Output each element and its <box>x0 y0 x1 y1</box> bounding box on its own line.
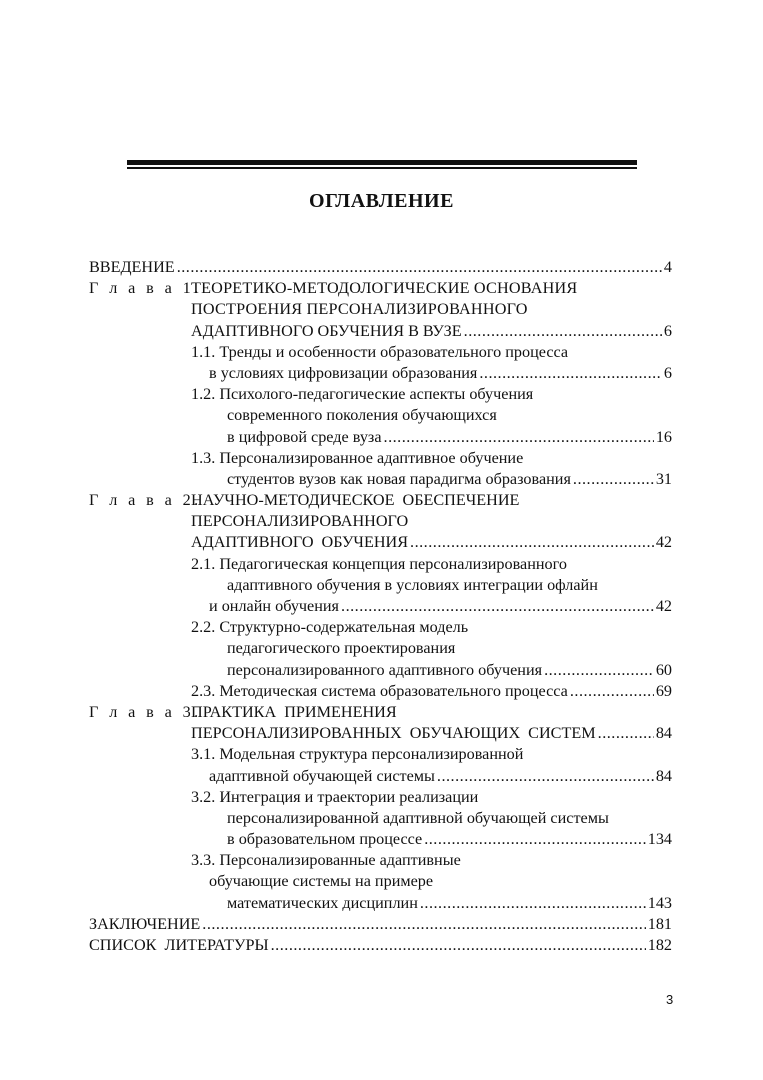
toc-page-number: 42 <box>655 597 672 615</box>
chapter-label: Г л а в а 2. <box>89 491 202 510</box>
section-title-line: адаптивной обучающей системы <box>209 766 435 785</box>
section-title-line: 3.1. Модельная структура персонализированной <box>191 745 524 764</box>
toc-entry-chapter-1[interactable] <box>89 321 672 342</box>
section-title-line: 3.3. Персонализированные адаптивные <box>191 851 461 870</box>
chapter-label: Г л а в а 1. <box>89 279 202 298</box>
section-title-line: 1.3. Персонализированное адаптивное обучение <box>191 448 524 467</box>
toc-entry-section-1-1[interactable] <box>89 363 672 384</box>
toc-entry-section-1-2[interactable] <box>89 427 672 448</box>
section-title-line: студентов вузов как новая парадигма образования <box>227 469 571 488</box>
toc-page-number: 4 <box>663 258 672 276</box>
toc-entry-section-3-2[interactable] <box>89 829 672 850</box>
header-rule-thick <box>127 160 637 165</box>
dot-leader <box>202 914 645 935</box>
toc-entry-conclusion[interactable] <box>89 914 672 935</box>
toc-entry-chapter-2[interactable] <box>89 532 672 553</box>
section-title-line: 2.2. Структурно-содержательная модель <box>191 618 469 637</box>
section-title-line: в условиях цифровизации образования <box>209 363 478 382</box>
dot-leader <box>570 681 654 702</box>
toc-entry-section-3-1[interactable] <box>89 766 672 787</box>
toc-page-number: 84 <box>655 724 672 743</box>
section-title-line: и онлайн обучения <box>209 597 340 615</box>
toc-entry-text: СПИСОК ЛИТЕРАТУРЫ <box>89 936 269 954</box>
toc-page-number: 134 <box>647 830 672 849</box>
toc-entry-section-3-3[interactable] <box>89 893 672 914</box>
chapter-title-line: ПЕРСОНАЛИЗИРОВАННЫХ ОБУЧАЮЩИХ СИСТЕМ <box>191 724 596 743</box>
dot-leader <box>573 469 654 490</box>
dot-leader <box>177 257 662 278</box>
toc-chapter-3-heading[interactable] <box>89 702 672 723</box>
toc-chapter-1-heading[interactable] <box>89 278 672 299</box>
toc-page-number: 182 <box>647 936 672 954</box>
page-title: ОГЛАВЛЕНИЕ <box>309 190 454 212</box>
section-title-line: в цифровой среде вуза <box>227 427 382 446</box>
section-title-line: обучающие системы на примере <box>209 872 434 891</box>
section-title-line: персонализированного адаптивного обучения <box>227 660 543 679</box>
toc-entry-section-2-1[interactable] <box>89 596 672 617</box>
toc-page-number: 16 <box>655 427 672 446</box>
chapter-label: Г л а в а 3. <box>89 702 202 721</box>
dot-leader <box>384 427 654 448</box>
dot-leader <box>271 935 646 956</box>
dot-leader <box>437 766 654 787</box>
toc-page-number: 143 <box>647 893 672 912</box>
toc-page-number: 42 <box>655 533 672 552</box>
dot-leader <box>410 532 654 553</box>
chapter-title-line: НАУЧНО-МЕТОДИЧЕСКОЕ ОБЕСПЕЧЕНИЕ <box>191 491 520 510</box>
section-title-line: 2.1. Педагогическая концепция персонализированного <box>191 554 567 573</box>
dot-leader <box>479 363 662 384</box>
section-title-line: персонализированной адаптивной обучающей системы <box>227 808 609 827</box>
section-title-line: 2.3. Методическая система образовательного процесса <box>191 681 568 700</box>
chapter-title-line: ПЕРСОНАЛИЗИРОВАННОГО <box>191 512 409 531</box>
chapter-title-line: ПОСТРОЕНИЯ ПЕРСОНАЛИЗИРОВАННОГО <box>191 300 528 319</box>
toc-page-number: 60 <box>655 660 672 679</box>
toc-page-number: 6 <box>663 321 672 340</box>
section-title-line: педагогического проектирования <box>227 639 456 658</box>
toc-chapter-2-heading[interactable] <box>89 490 672 511</box>
dot-leader <box>464 321 662 342</box>
toc-entry-section-1-3[interactable] <box>89 469 672 490</box>
toc-entry-text: ВВЕДЕНИЕ <box>89 258 175 276</box>
chapter-title-line: ТЕОРЕТИКО-МЕТОДОЛОГИЧЕСКИЕ ОСНОВАНИЯ <box>191 279 578 298</box>
section-title-line: 1.2. Психолого-педагогические аспекты обучения <box>191 385 534 404</box>
table-of-contents <box>89 257 672 956</box>
dot-leader <box>598 723 654 744</box>
dot-leader <box>341 596 654 617</box>
section-title-line: адаптивного обучения в условиях интеграции офлайн <box>227 575 598 594</box>
chapter-title-line: АДАПТИВНОГО ОБУЧЕНИЯ В ВУЗЕ <box>191 321 462 340</box>
toc-page-number: 69 <box>655 681 672 700</box>
section-title-line: 1.1. Тренды и особенности образовательного процесса <box>191 342 569 361</box>
toc-page-number: 31 <box>655 469 672 488</box>
chapter-title-line: АДАПТИВНОГО ОБУЧЕНИЯ <box>191 533 409 552</box>
dot-leader <box>424 829 646 850</box>
dot-leader <box>420 893 646 914</box>
toc-page-number: 181 <box>647 914 672 933</box>
toc-entry-section-2-3[interactable] <box>89 681 672 702</box>
toc-page-number: 84 <box>655 766 672 785</box>
toc-entry-section-2-2[interactable] <box>89 660 672 681</box>
section-title-line: современного поколения обучающихся <box>227 406 497 425</box>
toc-entry-intro[interactable] <box>89 257 672 278</box>
page-number: 3 <box>666 992 674 1007</box>
dot-leader <box>544 660 654 681</box>
chapter-title-line: ПРАКТИКА ПРИМЕНЕНИЯ <box>191 702 397 721</box>
toc-entry-references[interactable] <box>89 935 672 956</box>
toc-entry-text: ЗАКЛЮЧЕНИЕ <box>89 914 201 933</box>
section-title-line: 3.2. Интеграция и траектории реализации <box>191 787 479 806</box>
toc-entry-chapter-3[interactable] <box>89 723 672 744</box>
toc-page-number: 6 <box>663 363 672 382</box>
section-title-line: в образовательном процессе <box>227 830 423 849</box>
section-title-line: математических дисциплин <box>227 893 418 912</box>
header-rule-thin <box>127 167 637 169</box>
